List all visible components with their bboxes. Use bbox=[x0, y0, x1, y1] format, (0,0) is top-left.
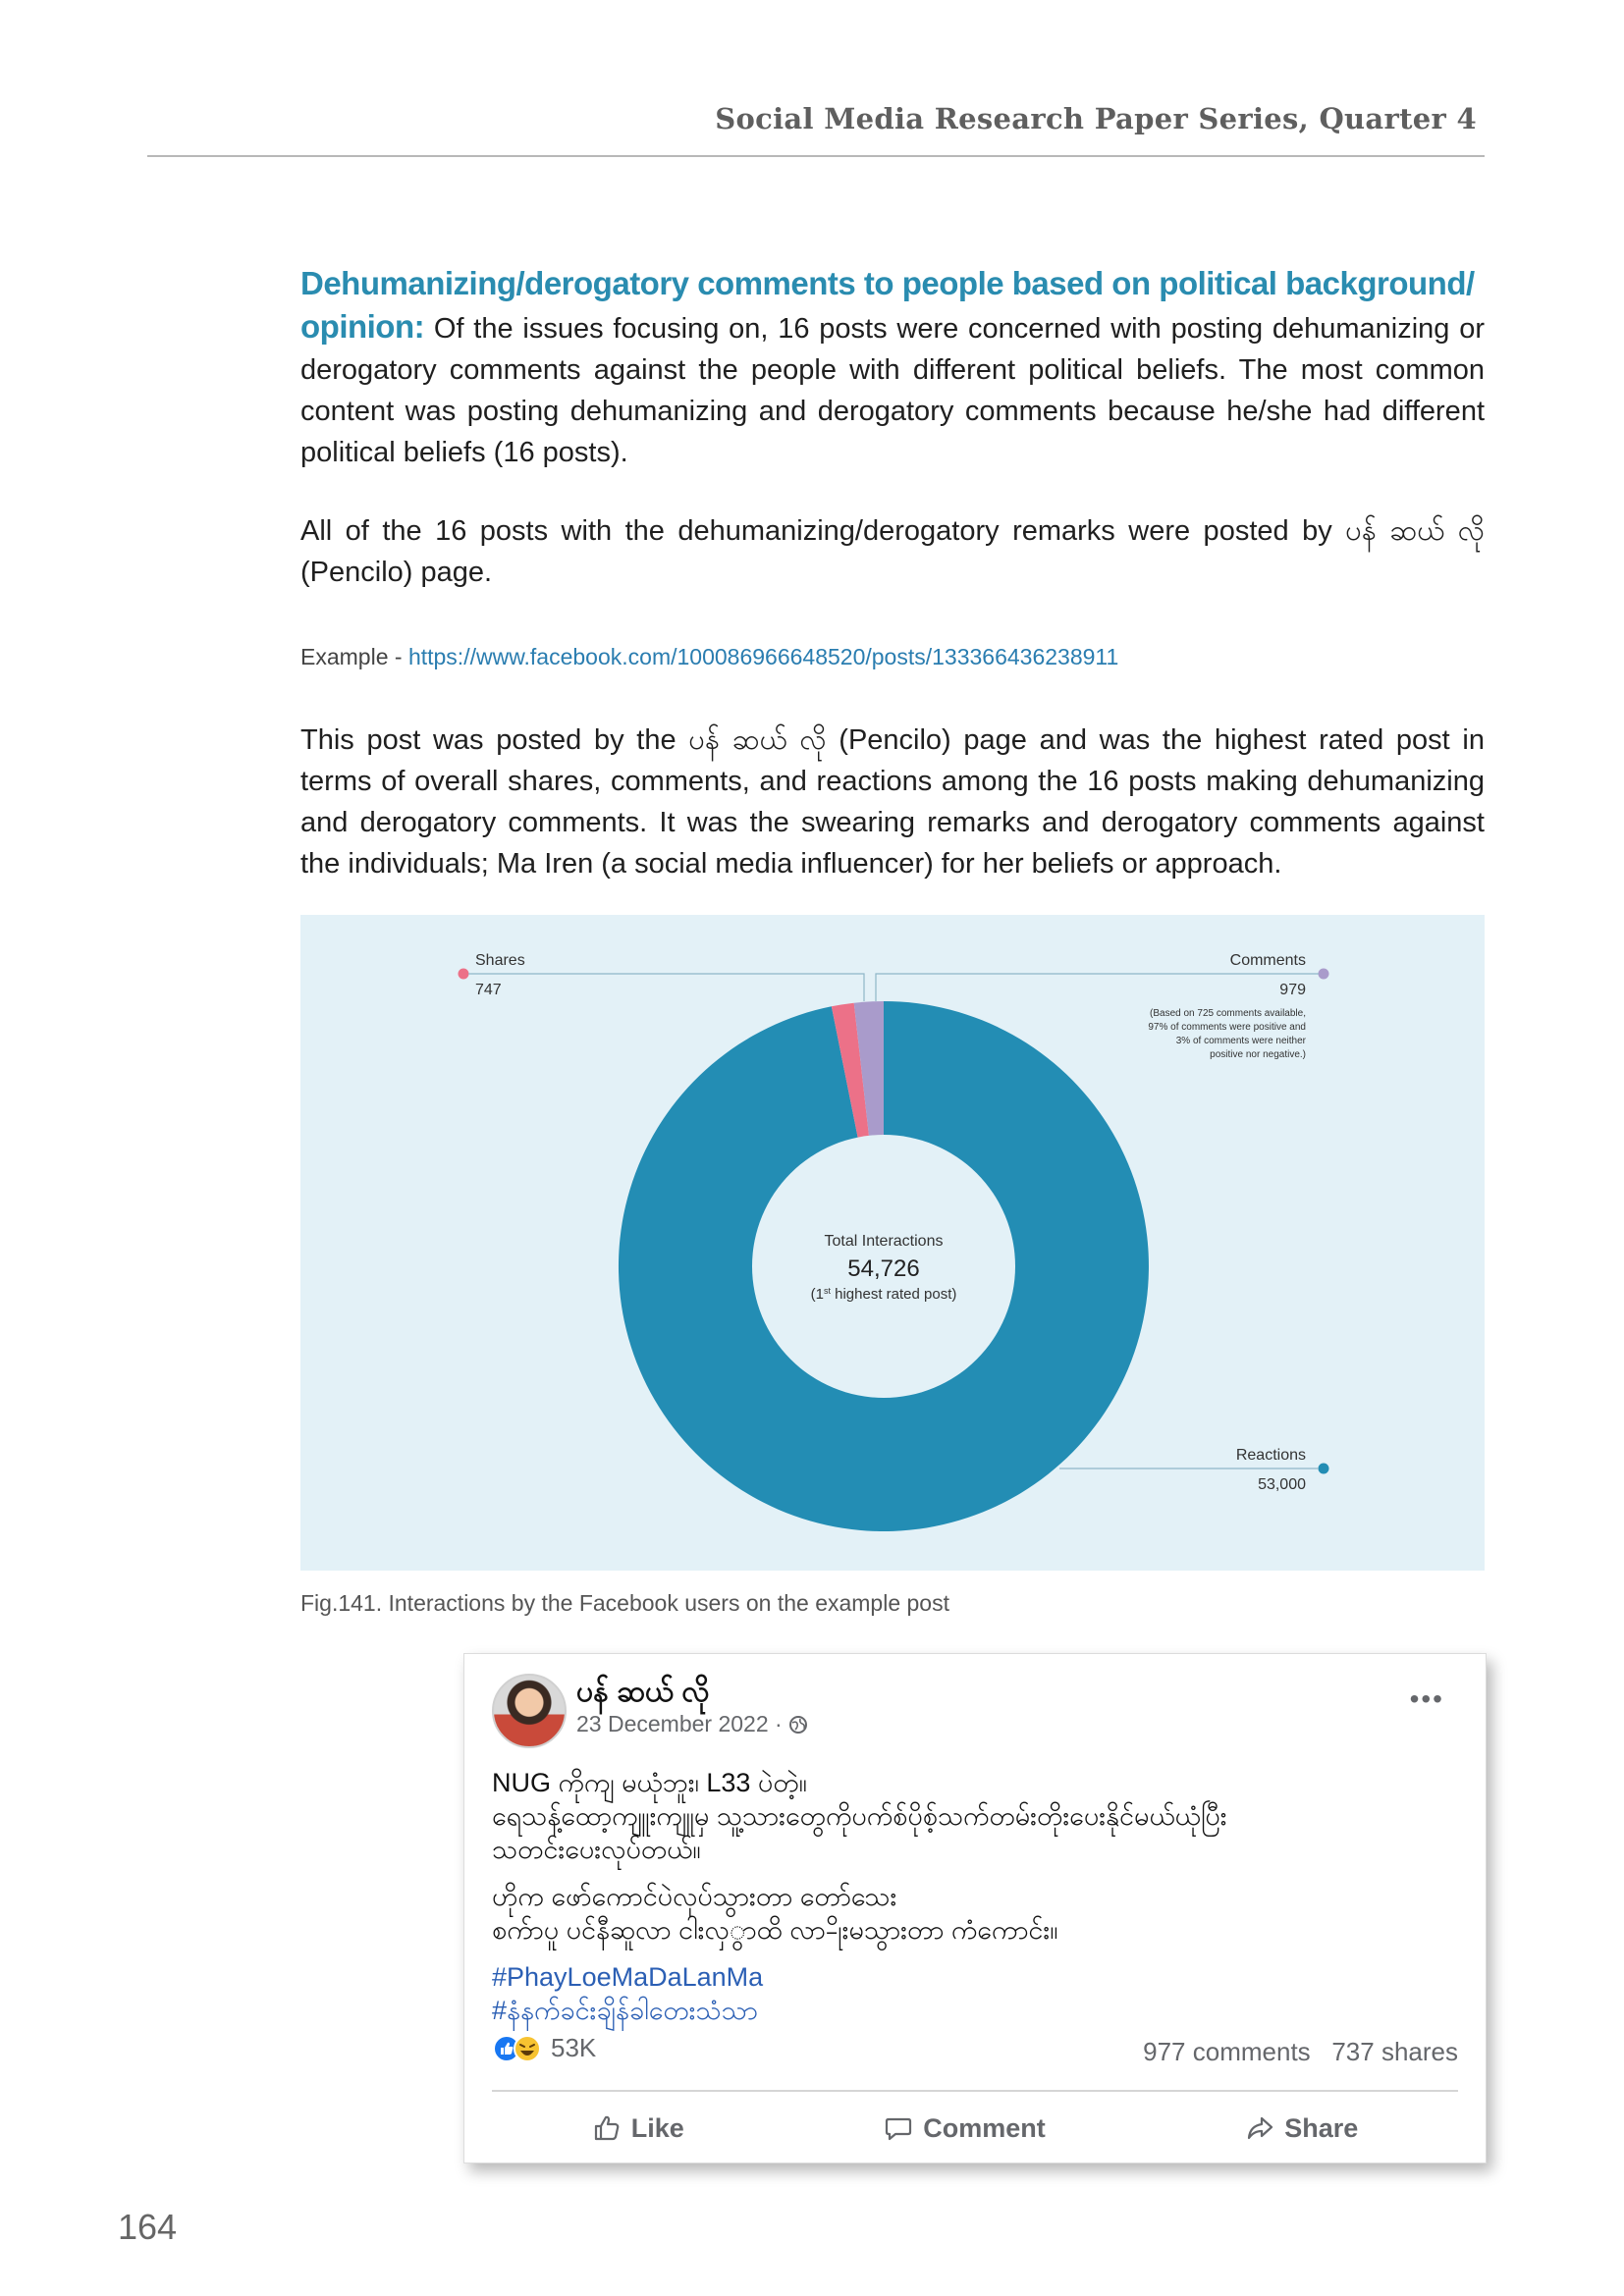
page-name[interactable]: ပန် ဆယ် လို bbox=[576, 1676, 710, 1708]
center-note-sup: st bbox=[823, 1286, 831, 1296]
post-text bbox=[492, 1766, 1435, 2027]
reactions-value: 53,000 bbox=[1258, 1476, 1306, 1493]
comment-button[interactable] bbox=[884, 2113, 1046, 2144]
post-stats bbox=[492, 2033, 1458, 2072]
shares-label: Shares bbox=[475, 952, 525, 969]
post-line-4: ဟိုက ဖော်ကောင်ပဲလုပ်သွားတာ တော်သေး bbox=[492, 1882, 897, 1911]
post-date-text: 23 December 2022 · bbox=[576, 1711, 783, 1736]
share-count[interactable]: 737 shares bbox=[1331, 2037, 1458, 2066]
comments-note-4: positive nor negative.) bbox=[1210, 1049, 1306, 1060]
post-line-2: ရေသန့်ထော့ကျူးကျူမှ သူ့သားတွေကိုပက်စ်ပိုစ့်သက်တမ်းတိုးပေးနိုင်မယ်ယုံပြီး bbox=[492, 1801, 1227, 1831]
globe-icon bbox=[788, 1715, 808, 1735]
figure-caption: Fig.141. Interactions by the Facebook users on the example post bbox=[300, 1590, 949, 1616]
example-line bbox=[300, 644, 1485, 670]
share-button[interactable] bbox=[1245, 2113, 1358, 2144]
like-label: Like bbox=[630, 2112, 684, 2143]
intro-paragraph bbox=[300, 263, 1485, 473]
hashtag-1[interactable]: #PhayLoeMaDaLanMa bbox=[492, 1962, 764, 1992]
comment-bubble-icon bbox=[884, 2113, 913, 2143]
shares-marker bbox=[459, 969, 469, 980]
comments-note-2: 97% of comments were positive and bbox=[1148, 1022, 1306, 1033]
center-note-pre: (1 bbox=[810, 1286, 824, 1303]
page-number: 164 bbox=[118, 2207, 178, 2247]
like-haha-reaction-icon bbox=[492, 2034, 543, 2063]
action-divider bbox=[492, 2090, 1458, 2092]
center-label: Total Interactions bbox=[824, 1233, 944, 1250]
example-link[interactable]: https://www.facebook.com/100086966648520/posts/133366436238911 bbox=[407, 644, 1119, 669]
reactions-marker bbox=[1319, 1464, 1329, 1474]
comments-note-1: (Based on 725 comments available, bbox=[1150, 1008, 1306, 1019]
comments-marker bbox=[1319, 969, 1329, 980]
donut-chart bbox=[300, 915, 1485, 1571]
paragraph-2: All of the 16 posts with the dehumanizing/derogatory remarks were posted by ပန် ဆယ် လို (Pencilo) page. bbox=[300, 515, 1485, 588]
shares-value: 747 bbox=[475, 982, 502, 998]
reaction-count: 53K bbox=[551, 2033, 597, 2062]
shares-leader-line bbox=[468, 974, 864, 1001]
comments-label: Comments bbox=[1229, 952, 1306, 969]
section-heading-line2: opinion: bbox=[300, 308, 425, 345]
comment-label: Comment bbox=[923, 2112, 1046, 2143]
share-label: Share bbox=[1284, 2112, 1359, 2143]
action-bar bbox=[492, 2104, 1458, 2153]
reactions-label: Reactions bbox=[1235, 1447, 1306, 1464]
reaction-summary[interactable] bbox=[492, 2033, 596, 2063]
comment-count[interactable]: 977 comments bbox=[1143, 2037, 1311, 2066]
facebook-post-card bbox=[463, 1653, 1487, 2163]
center-note-post: highest rated post) bbox=[830, 1286, 957, 1303]
post-line-5: စက်ာပူ ပင်နီဆူလာ ငါးလှွာထိ လာ-ိုးမသွားတာ ကံကောင်း။ bbox=[492, 1915, 1058, 1945]
post-line-gap bbox=[492, 1866, 1435, 1880]
post-line-gap-2 bbox=[492, 1947, 1435, 1960]
comments-note-3: 3% of comments were neither bbox=[1175, 1036, 1306, 1046]
like-button[interactable] bbox=[592, 2113, 684, 2144]
section-heading-line1: Dehumanizing/derogatory comments to people based on political background/ bbox=[300, 265, 1475, 301]
example-label: Example - bbox=[300, 644, 408, 669]
share-arrow-icon bbox=[1245, 2113, 1274, 2143]
hashtag-2[interactable]: #နံနက်ခင်းချိန်ခါတေးသံသာ bbox=[492, 1996, 758, 2025]
header-rule bbox=[147, 155, 1485, 157]
engagement-counts bbox=[1143, 2037, 1458, 2067]
running-header: Social Media Research Paper Series, Quarter 4 bbox=[715, 102, 1477, 135]
center-note bbox=[811, 1286, 957, 1303]
section-intro bbox=[300, 263, 1485, 473]
thumbs-up-icon bbox=[592, 2113, 622, 2143]
post-line-3: သတင်းပေးလုပ်တယ်။ bbox=[492, 1835, 701, 1864]
donut-chart-svg bbox=[300, 915, 1485, 1571]
more-options-icon[interactable]: ••• bbox=[1409, 1683, 1444, 1714]
comments-value: 979 bbox=[1279, 982, 1306, 998]
post-line-1: NUG ကိုကျ မယုံဘူး၊ L33 ပဲတဲ့။ bbox=[492, 1768, 807, 1797]
paragraph-1: Of the issues focusing on, 16 posts were concerned with posting dehumanizing or derogatory comments against the people with different political beliefs. The most common content was posting dehumanizing and derogatory comments because he/she had different political beliefs (16 posts). bbox=[300, 313, 1485, 468]
comments-leader-line bbox=[876, 974, 1319, 1001]
paragraph-3: This post was posted by the ပန် ဆယ် လို (Pencilo) page and was the highest rated post in terms of overall shares, comments, and reactions among the 16 posts making dehumanizing and derogatory comments. It was the swearing remarks and derogatory comments against the individuals; Ma Iren (a social media influencer) for her beliefs or approach. bbox=[300, 724, 1485, 880]
post-date[interactable] bbox=[576, 1711, 808, 1737]
center-value: 54,726 bbox=[847, 1255, 920, 1282]
avatar[interactable] bbox=[492, 1674, 567, 1748]
